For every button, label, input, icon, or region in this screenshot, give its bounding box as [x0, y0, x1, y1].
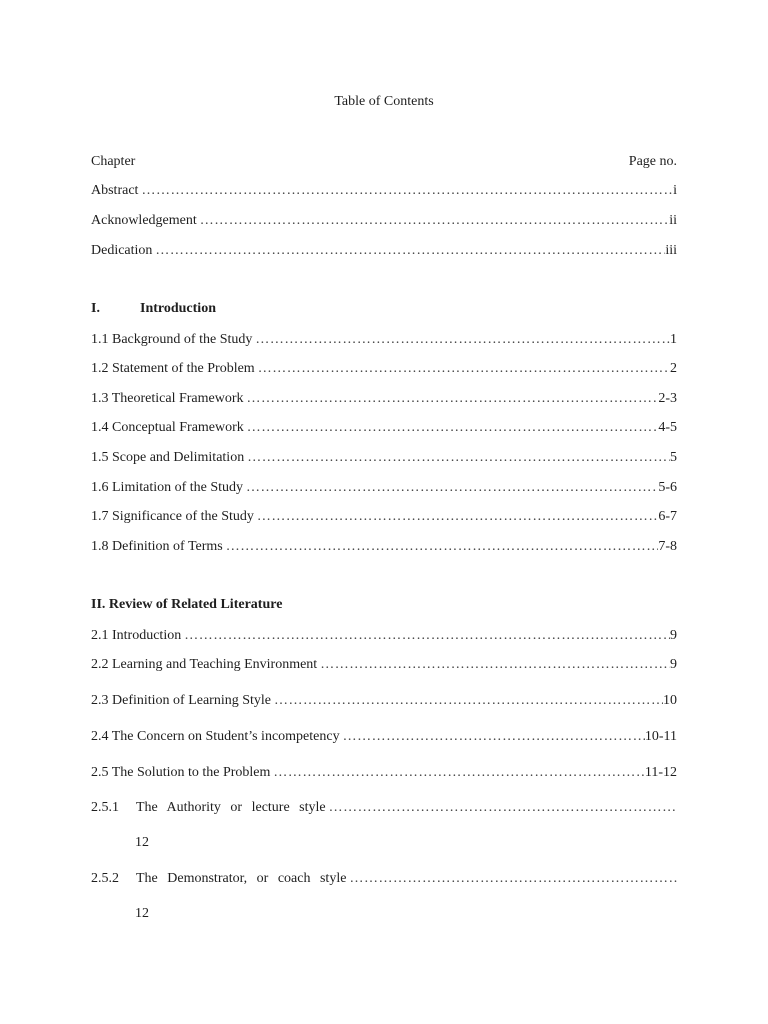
toc-entry-page: 5 — [670, 450, 677, 465]
toc-entry-page: 5-6 — [658, 480, 677, 495]
toc-entry-dedication[interactable] — [91, 242, 677, 260]
toc-entry-page: 10-11 — [644, 729, 677, 744]
dot-leader — [271, 692, 663, 710]
dot-leader — [244, 419, 659, 437]
section-1-title: Introduction — [140, 301, 216, 316]
toc-entry-1-5[interactable] — [91, 449, 677, 467]
toc-entry-2-5[interactable] — [91, 764, 677, 782]
toc-entry-page: 9 — [670, 628, 677, 643]
toc-entry-2-3[interactable] — [91, 692, 677, 710]
toc-entry-2-5-2[interactable] — [91, 870, 677, 888]
toc-entry-abstract[interactable] — [91, 182, 677, 200]
toc-subentry-number: 2.5.2 — [91, 871, 119, 886]
section-2-heading: II. Review of Related Literature — [91, 597, 283, 612]
toc-entry-1-3[interactable] — [91, 390, 677, 408]
toc-entry-label: The Authority or lecture style — [136, 800, 326, 815]
toc-entry-2-5-1[interactable] — [91, 799, 677, 817]
dot-leader — [270, 764, 644, 782]
toc-entry-page: 9 — [670, 657, 677, 672]
dot-leader — [152, 242, 665, 260]
toc-entry-label: 2.5 The Solution to the Problem — [91, 765, 271, 780]
toc-entry-label: 1.7 Significance of the Study — [91, 509, 254, 524]
toc-entry-1-8[interactable] — [91, 538, 677, 556]
dot-leader — [255, 360, 670, 378]
toc-entry-label: 1.2 Statement of the Problem — [91, 361, 255, 376]
toc-entry-page: 12 — [135, 835, 149, 850]
toc-entry-page: 6-7 — [658, 509, 677, 524]
toc-entry-page: 2 — [670, 361, 677, 376]
toc-entry-1-4[interactable] — [91, 419, 677, 437]
dot-leader — [197, 212, 669, 230]
toc-header-row — [91, 153, 677, 171]
dot-leader — [346, 870, 677, 888]
toc-entry-label: Abstract — [91, 183, 139, 198]
toc-entry-acknowledgement[interactable] — [91, 212, 677, 230]
toc-entry-label: Dedication — [91, 243, 153, 258]
toc-entry-page: 2-3 — [658, 391, 677, 406]
toc-entry-page: iii — [665, 243, 677, 258]
page-title: Table of Contents — [334, 94, 434, 109]
toc-entry-label: 2.3 Definition of Learning Style — [91, 693, 272, 708]
toc-entry-2-2[interactable] — [91, 656, 677, 674]
toc-entry-label: 1.1 Background of the Study — [91, 332, 253, 347]
toc-entry-1-6[interactable] — [91, 479, 677, 497]
dot-leader — [252, 331, 670, 349]
toc-entry-label: 2.4 The Concern on Student’s incompetency — [91, 729, 340, 744]
dot-leader — [317, 656, 670, 674]
dot-leader — [138, 182, 673, 200]
dot-leader — [244, 449, 670, 467]
toc-entry-label: 1.8 Definition of Terms — [91, 539, 223, 554]
toc-entry-label: The Demonstrator, or coach style — [136, 871, 347, 886]
toc-entry-page: 10 — [663, 693, 677, 708]
toc-entry-page: 7-8 — [658, 539, 677, 554]
dot-leader — [340, 728, 645, 746]
toc-entry-page: 12 — [135, 906, 149, 921]
toc-entry-2-1[interactable] — [91, 627, 677, 645]
dot-leader — [223, 538, 659, 556]
page-no-header: Page no. — [628, 154, 677, 169]
dot-leader — [326, 799, 677, 817]
dot-leader — [244, 390, 659, 408]
toc-entry-1-1[interactable] — [91, 331, 677, 349]
toc-entry-page: 1 — [670, 332, 677, 347]
dot-leader — [254, 508, 658, 526]
toc-entry-label: 2.2 Learning and Teaching Environment — [91, 657, 318, 672]
chapter-header: Chapter — [91, 154, 136, 169]
toc-entry-page: i — [673, 183, 677, 198]
toc-entry-1-2[interactable] — [91, 360, 677, 378]
toc-subentry-number: 2.5.1 — [91, 800, 119, 815]
toc-entry-label: 1.5 Scope and Delimitation — [91, 450, 245, 465]
toc-entry-label: 2.1 Introduction — [91, 628, 182, 643]
toc-entry-label: 1.4 Conceptual Framework — [91, 420, 244, 435]
toc-entry-label: Acknowledgement — [91, 213, 197, 228]
dot-leader — [181, 627, 670, 645]
toc-entry-label: 1.6 Limitation of the Study — [91, 480, 244, 495]
toc-entry-page: 11-12 — [644, 765, 677, 780]
toc-entry-2-4[interactable] — [91, 728, 677, 746]
toc-entry-1-7[interactable] — [91, 508, 677, 526]
toc-entry-label: 1.3 Theoretical Framework — [91, 391, 244, 406]
dot-leader — [243, 479, 658, 497]
toc-entry-page: 4-5 — [658, 420, 677, 435]
toc-entry-page: ii — [669, 213, 677, 228]
section-1-numeral: I. — [91, 301, 100, 316]
